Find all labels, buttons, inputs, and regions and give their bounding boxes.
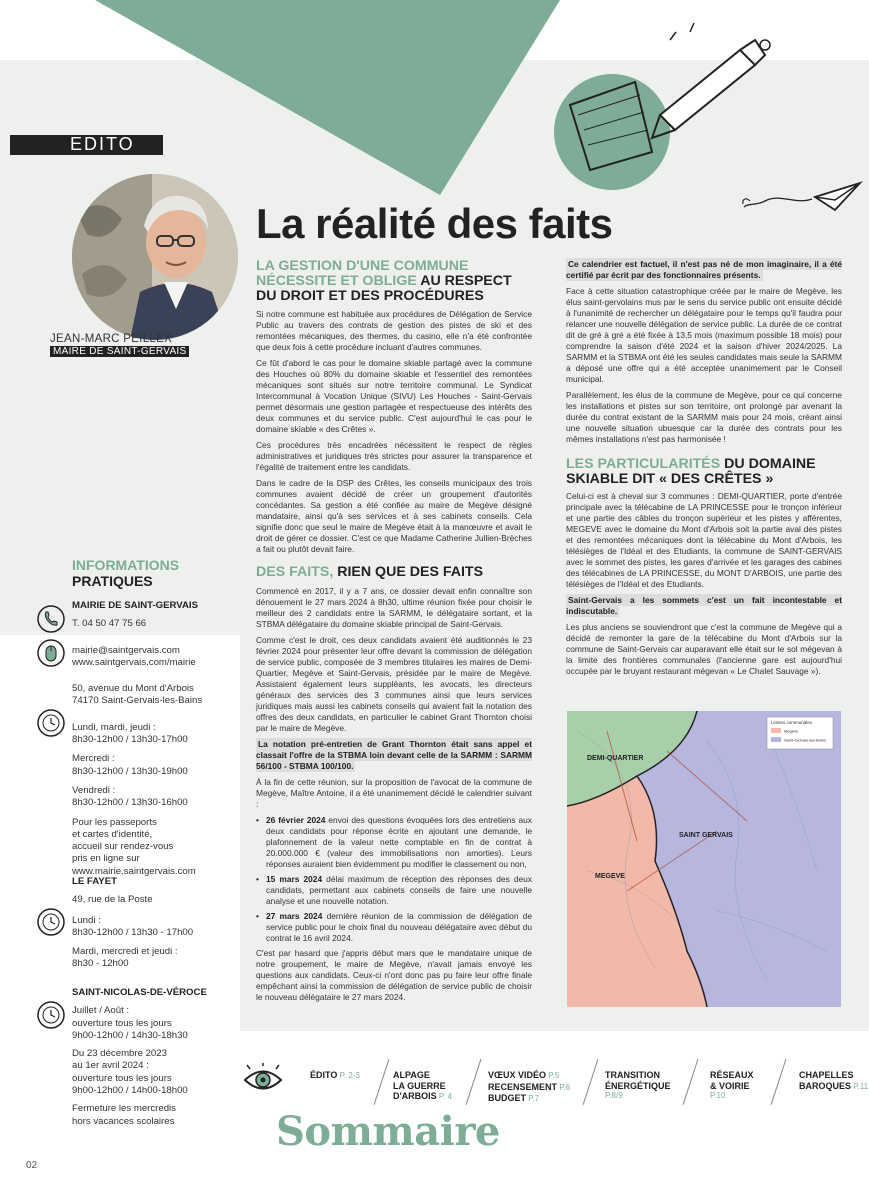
list-item: • 26 février 2024 envoi des questions évoquées lors des entretiens aux deux candidats pour réponse écrite en ajoutant une demande, le plafonnement de la valeur nette comptable en fin de contrat à 20.000.000 € (valeur des immobilisations non amorties). Leurs réponses auraient bien évidemment pu modifier le classement ou non, (256, 815, 532, 869)
sommaire-label: RECENSEMENT (488, 1081, 558, 1092)
section3-heading-green: LES PARTICULARITÉS (566, 456, 721, 472)
note-line: Pour les passeports (72, 816, 157, 828)
sommaire-title: Sommaire (276, 1108, 500, 1155)
sommaire-page: P.6 (557, 1082, 571, 1092)
fayet-info (72, 876, 247, 971)
hours-value: 8h30-12h00 / 13h30 - 17h00 (72, 926, 194, 938)
hours-value: 9h00-12h00 / 14h30-18h30 (72, 1029, 188, 1041)
section1-heading-line2-dark: AU RESPECT (416, 273, 512, 289)
bullet-date: 26 février 2024 (266, 815, 326, 825)
sommaire-label: ALPAGE (393, 1070, 430, 1080)
paragraph: C'est par hasard que j'appris début mars que le mandataire unique de notre groupement, le maire de Megève, n'avait jamais envoyé les questions aux candidats. Ceux-ci n'ont donc pas pu faire leur offre finale empêchant ainsi la commission de délégation de service public de choisir le nouveau délégataire le 27 mars 2024. (256, 948, 532, 1002)
bullet-text: délai maximum de réception des réponses des deux candidats, permettant aux cabinets conseils de faire une nouvelle analyse et une nouvelle notation. (266, 874, 532, 906)
paragraph: Ces procédures très encadrées nécessitent le respect de règles administratives et juridiques très strictes pour assurer la transparence et l'égalité de traitement entre les candidats. (256, 440, 532, 472)
right-column-body (566, 491, 842, 682)
clock-icon (36, 907, 66, 937)
mairie-heading: MAIRIE DE SAINT-GERVAIS (72, 600, 198, 611)
section1-body (256, 309, 532, 560)
sommaire-page: P.11 (851, 1081, 869, 1091)
paragraph: Parallèlement, les élus de la commune de Megève, pour ce qui concerne les installations et pistes sur son territoire, ont prolongé par avenant la durée du contrat existant de la SARMM mais pour 24 mois, créant ainsi une nouvelle situation ubuesque car la durée des contrats pour les mêmes installations n'est pas harmonisée ! (566, 390, 842, 444)
section-label: EDITO (70, 134, 135, 154)
sommaire-item-reseaux[interactable] (710, 1070, 754, 1102)
sommaire-item-edito[interactable] (310, 1070, 360, 1082)
phone-number[interactable]: T. 04 50 47 75 66 (72, 618, 147, 630)
hours-label: au 1er avril 2024 : (72, 1060, 149, 1072)
hours-label: Lundi, mardi, jeudi : (72, 721, 156, 733)
hours-label: Lundi : (72, 914, 101, 926)
sommaire-item-alpage[interactable] (393, 1070, 452, 1103)
sommaire-label: LA GUERRE (393, 1080, 446, 1091)
highlight-quote: Saint-Gervais a les sommets c'est un fait incontestable et indiscutable. (566, 595, 842, 616)
sommaire-label: RÉSEAUX (710, 1070, 754, 1080)
map-label-megeve: MEGEVE (595, 873, 625, 880)
section2-heading-dark: RIEN QUE DES FAITS (333, 564, 484, 580)
map-label-demi-quartier: DEMI-QUARTIER (587, 755, 644, 762)
mayor-portrait (72, 174, 238, 340)
section1-heading (256, 259, 536, 304)
bullet-text: envoi des questions évoquées lors des entretiens aux deux candidats pour réponse écrite en ajoutant une demande, le plafonnement de la valeur nette comptable en fin de contrat à 20.000.000 € (valeur des immobilisations non amorties). Leurs réponses auraient bien évidemment pu modifier le classement ou non, (266, 815, 532, 869)
info-title-green: INFORMATIONS (72, 557, 180, 573)
info-title (72, 557, 179, 589)
hours-value: 8h30 - 12h00 (72, 958, 129, 970)
paragraph: Comme c'est le droit, ces deux candidats avaient été auditionnés le 23 février 2024 pour présenter leur offre devant la commission de délégation de service public, composée de 3 membres titulaires les maires de Demi-Quartier, Megève et Saint-Gervais, présidée par le maire de Megève. Assistaient également leurs suppléants, les avocats, les directeurs généraux des services des 3 communes ainsi que leurs services juridiques mais aussi les cabinets conseils qui avaient fait la notation des offres des deux candidats, en particulier le cabinet Grant Thornton choisi par le maire de Megève. (256, 635, 532, 733)
sommaire-page: P.5 (546, 1071, 560, 1080)
paper-plane-icon (740, 175, 865, 220)
paragraph: À la fin de cette réunion, sur la proposition de l'avocat de la commune de Megève, Maître Antoine, il a été unanimement décidé le calendrier suivant : (256, 777, 532, 809)
sommaire-page: P.8/9 (605, 1091, 623, 1100)
hours-label: Mercredi : (72, 753, 115, 765)
saint-nicolas-heading: SAINT-NICOLAS-DE-VÉROCE (72, 987, 207, 998)
hours-label: Mardi, mercredi et jeudi : (72, 946, 178, 958)
booking-link[interactable]: www.mairie.saintgervais.com (72, 865, 196, 877)
note-line: Fermeture les mercredis (72, 1103, 176, 1115)
bullet-date: 27 mars 2024 (266, 911, 323, 921)
map-legend-title: Limites communales (771, 720, 813, 725)
note-line: accueil sur rendez-vous (72, 841, 174, 853)
mairie-info (72, 600, 247, 878)
highlight-quote: Ce calendrier est factuel, il n'est pas né de mon imaginaire, il a été certifié par écrit par des fonctionnaires présents. (566, 259, 842, 280)
sommaire-label: & VOIRIE (710, 1080, 750, 1091)
section3-heading (566, 457, 846, 487)
map-legend-megeve: Megève (784, 728, 799, 734)
section1-heading-line3: DU DROIT ET DES PROCÉDURES (256, 288, 484, 304)
sommaire-item-chapelles[interactable] (799, 1070, 868, 1092)
ski-domain-map (567, 711, 841, 1007)
map-label-saint-gervais: SAINT GERVAIS (679, 832, 733, 839)
hours-value: 9h00-12h00 / 14h00-18h00 (72, 1085, 188, 1097)
page-number: 02 (26, 1160, 38, 1171)
sommaire-separator (466, 1059, 482, 1105)
fayet-heading: LE FAYET (72, 876, 117, 887)
sommaire-label: D'ARBOIS (393, 1091, 437, 1101)
sommaire-item-transition[interactable] (605, 1070, 671, 1102)
sommaire-separator (683, 1059, 699, 1105)
section3-heading-dark1: DU DOMAINE (720, 456, 816, 472)
sommaire-page: P. 2-3 (337, 1071, 360, 1080)
paragraph: Si notre commune est habituée aux procédures de Délégation de Service Public au travers des contrats de gestion des pistes de ski et des remontées mécaniques, des thermes, du casino, elle n'a été confrontée que deux fois à cette procédure incluant d'autres communes. (256, 309, 532, 352)
sommaire-label: BAROQUES (799, 1080, 852, 1091)
list-item: • 15 mars 2024 délai maximum de réception des réponses des deux candidats, permettant aux cabinets conseils de faire une nouvelle analyse et une nouvelle notation. (256, 874, 532, 906)
bullet-date: 15 mars 2024 (266, 874, 323, 884)
sommaire-item-voeux[interactable] (488, 1070, 570, 1105)
paragraph: Face à cette situation catastrophique créée par le maire de Megève, les élus saint-gervolains mus par le sens du service public ont ensuite décidé à l'unanimité de rechercher un délégataire pour le temps qu'il faudra pour relancer une nouvelle délégation de service public. La durée de ce contrat dit de gré à gré a été fixée à 13,5 mois (maximum possible 18 mois) pour comprendre la saison d'été 2024 et la saison d'hiver 2024/2025. La SARMM et la STBMA ont été les seules candidates mais seule la SARMM a déposé une offre qui a été acceptée unanimement par le Conseil municipal. (566, 286, 842, 384)
website-link[interactable]: www.saintgervais.com/mairie (72, 656, 196, 668)
section1-heading-line2-green: NÉCESSITE ET OBLIGE (256, 273, 417, 289)
paragraph: Les plus anciens se souviendront que c'est la commune de Megève qui a décidé de remonter la gare de la télécabine du Mont d'Arbois sur la commune de Saint-Gervais car auparavant elle était sur le sol mégevan à la limite des frontières communales (l'ancienne gare est aujourd'hui occupée par le bruyant restaurant mégevan « Le Chalet Sauvage »). (566, 622, 842, 676)
phone-icon (36, 604, 66, 634)
list-item: • 27 mars 2024 dernière réunion de la commission de délégation de service public pour le choix final du nouveau délégataire avec début du contrat le 16 avril 2024. (256, 911, 532, 943)
article-title: La réalité des faits (256, 200, 613, 247)
sommaire-page: P. 4 (436, 1092, 453, 1101)
bullet-text: dernière réunion de la commission de délégation de service public pour le choix final du nouveau délégataire avec début du contrat le 16 avril 2024. (266, 911, 532, 943)
sommaire-label: BUDGET (488, 1093, 526, 1103)
section2-body (256, 586, 532, 1008)
sommaire-separator (374, 1059, 390, 1105)
section2-heading-green: DES FAITS, (256, 564, 334, 580)
sommaire-label: ÉDITO (310, 1070, 338, 1080)
highlight-quote: La notation pré-entretien de Grant Thornton était sans appel et classait l'offre de la STBMA loin devant celle de la SARMM : SARMM 56/100 - STBMA 100/100. (256, 739, 532, 771)
sommaire-separator (583, 1059, 599, 1105)
paragraph: Commencé en 2017, il y a 7 ans, ce dossier devait enfin connaître son dénouement le 27 mars 2024 à 8h30, ultime réunion fixée pour choisir le meilleur des 2 candidats entre la SARMM, le délégataire sortant, et la STBMA délégataire du domaine skiable principal de Saint-Gervais. (256, 586, 532, 629)
mouse-icon (36, 638, 66, 668)
address-line: 74170 Saint-Gervais-les-Bains (72, 695, 203, 707)
author-name: JEAN-MARC PEILLEX (50, 333, 173, 345)
right-column-top (566, 259, 842, 450)
pencil-doodle-icon (540, 20, 800, 200)
map-legend-saint-gervais: Saint-Gervais-les-Bains (784, 737, 827, 743)
hours-label: Vendredi : (72, 784, 116, 796)
section3-heading-dark2: SKIABLE DIT « DES CRÊTES » (566, 471, 774, 487)
email-link[interactable]: mairie@saintgervais.com (72, 644, 180, 656)
sommaire-label: CHAPELLES (799, 1070, 854, 1080)
sommaire-label: TRANSITION (605, 1070, 660, 1080)
paragraph: Ce fût d'abord le cas pour le domaine skiable partagé avec la commune des Houches où 80% du domaine skiable et l'essentiel des remontées mécaniques sont situés sur notre territoire communal. Le Syndicat Intercommunal à Vocation Unique (SIVU) Les Houches - Saint-Gervais permet désormais une gestion partagée et respectueuse des intérêts des deux communes et du service public. C'est aujourd'hui le cas pour le domaine skiable « des Crêtes ». (256, 358, 532, 434)
address-line: 49, rue de la Poste (72, 894, 153, 906)
clock-icon (36, 1000, 66, 1030)
address-line: 50, avenue du Mont d'Arbois (72, 683, 194, 695)
sommaire-label: VŒUX VIDÉO (488, 1070, 547, 1080)
section1-heading-line1: LA GESTION D'UNE COMMUNE (256, 258, 469, 274)
note-line: pris en ligne sur (72, 853, 140, 865)
saint-nicolas-info (72, 987, 247, 1128)
note-line: hors vacances scolaires (72, 1115, 175, 1127)
hours-label: Du 23 décembre 2023 (72, 1048, 167, 1060)
sommaire-page: P.7 (526, 1094, 540, 1103)
section2-heading (256, 565, 536, 580)
hours-value: 8h30-12h00 / 13h30-16h00 (72, 797, 188, 809)
author-role: MAIRE DE SAINT-GERVAIS (50, 346, 189, 357)
hours-label: Juillet / Août : (72, 1005, 130, 1017)
sommaire-separator (771, 1059, 787, 1105)
eye-icon (242, 1063, 284, 1097)
sommaire-page: P.10 (710, 1091, 726, 1100)
paragraph: Dans le cadre de la DSP des Crêtes, les conseils municipaux des trois communes avaient décidé de créer un groupement d'autorités concédantes. Sa gestion a été confiée au maire de Megève désigné mandataire, ainsi qu'à ses services et à ses cabinets conseils. Cela signifie donc que seul le maire de Megève était à la manœuvre et avait le droit de gérer ce dossier. C'est ce que Madame Catherine Jullien-Brèches a fait ou plutôt devait faire. (256, 478, 532, 554)
hours-value: 8h30-12h00 / 13h30-17h00 (72, 734, 188, 746)
sommaire-label: ÉNERGÉTIQUE (605, 1080, 671, 1091)
note-line: et cartes d'identité, (72, 828, 153, 840)
info-title-dark: PRATIQUES (72, 573, 153, 589)
clock-icon (36, 708, 66, 738)
hours-value: ouverture tous les jours (72, 1017, 172, 1029)
hours-value: ouverture tous les jours (72, 1072, 172, 1084)
paragraph: Celui-ci est à cheval sur 3 communes : DEMI-QUARTIER, porte d'entrée principale avec la télécabine de LA PRINCESSE pour le tronçon inférieur et une partie des câbles du tronçon supérieur et les pistes y afférentes, MEGEVE avec le domaine du Mont d'Arbois soit la partie aval des pistes et des remontées mécaniques dont la télécabine du Mont d'Arbois, les télésièges de l'Idéal et des Etudiants, la commune de SAINT-GERVAIS avec le sommet des pistes, les gares d'arrivée et les garages des cabines des télécabines de LA PRINCESSE, du MONT D'ARBOIS, une partie des télésièges de l'Idéal et des Etudiants. (566, 491, 842, 589)
hours-value: 8h30-12h00 / 13h30-19h00 (72, 765, 188, 777)
